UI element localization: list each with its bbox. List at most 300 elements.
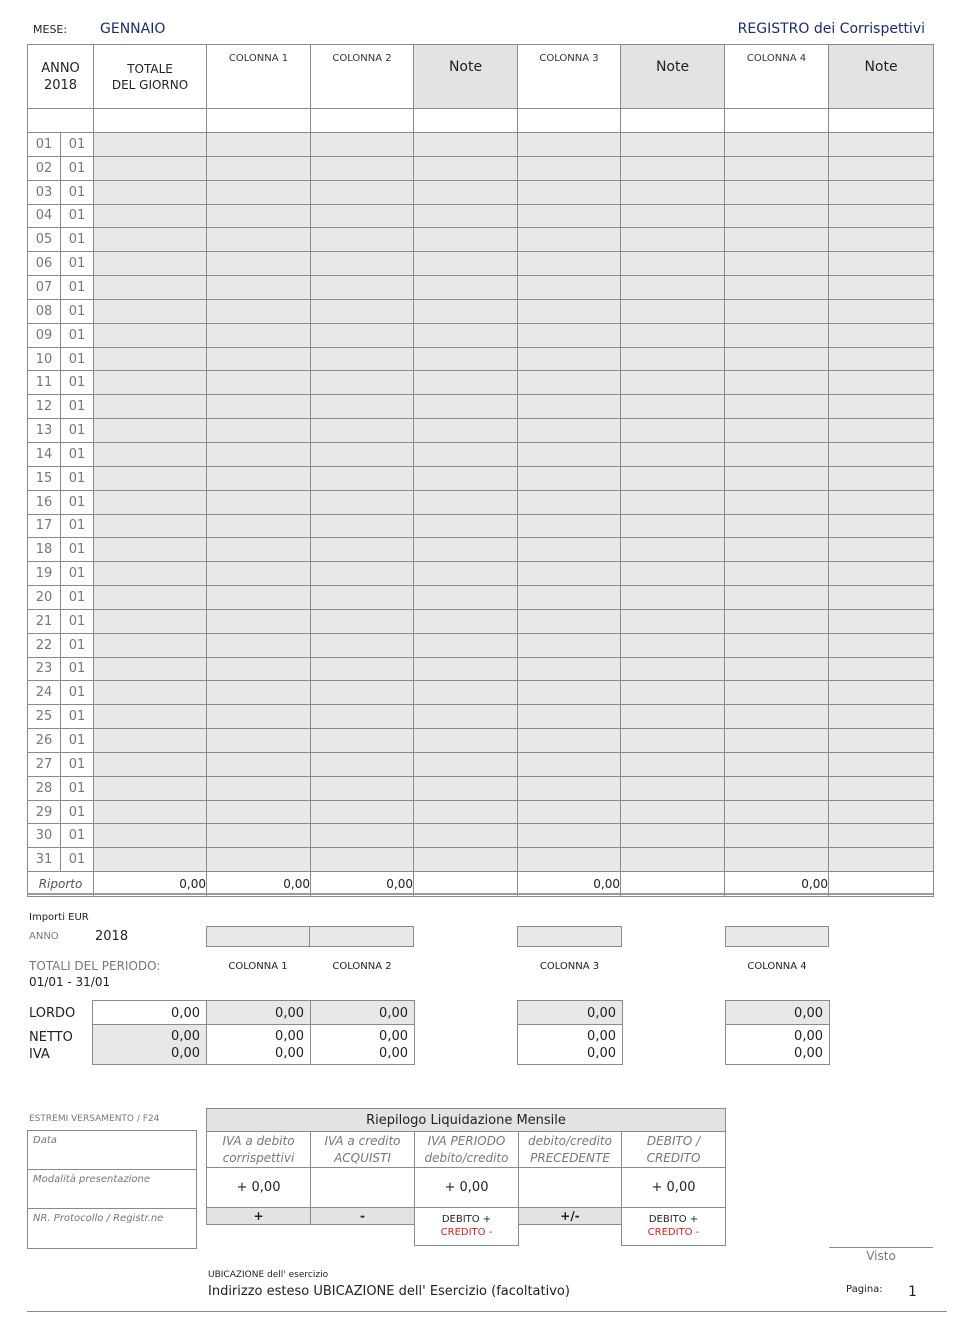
col3-cell[interactable]	[518, 824, 621, 848]
daily-total-cell[interactable]	[94, 323, 207, 347]
f24-protocollo-field[interactable]: NR. Protocollo / Registr.ne	[33, 1213, 164, 1224]
col3-cell[interactable]	[518, 442, 621, 466]
note1-cell[interactable]	[414, 133, 518, 157]
col2-cell[interactable]	[311, 681, 414, 705]
note3-cell[interactable]	[829, 586, 934, 610]
col1-cell[interactable]	[207, 442, 311, 466]
col2-cell[interactable]	[311, 299, 414, 323]
day-row	[28, 442, 934, 466]
note1-cell[interactable]	[414, 586, 518, 610]
col3-cell[interactable]	[518, 180, 621, 204]
note3-cell[interactable]	[829, 752, 934, 776]
daily-total-cell[interactable]	[94, 800, 207, 824]
note1-cell[interactable]	[414, 156, 518, 180]
col1-cell[interactable]	[207, 180, 311, 204]
col3-cell[interactable]	[518, 228, 621, 252]
note3-cell[interactable]	[829, 729, 934, 753]
note2-cell[interactable]	[621, 395, 725, 419]
col1-cell[interactable]	[207, 848, 311, 872]
summary-h2b: ACQUISTI	[334, 1150, 391, 1165]
col1-cell[interactable]	[207, 419, 311, 443]
col4-cell[interactable]	[725, 133, 829, 157]
note3-cell[interactable]	[829, 442, 934, 466]
note2-cell[interactable]	[621, 323, 725, 347]
summary-h2	[311, 1132, 415, 1168]
col4-cell[interactable]	[725, 156, 829, 180]
note2-cell[interactable]	[621, 514, 725, 538]
daily-total-cell[interactable]	[94, 299, 207, 323]
f24-label: ESTREMI VERSAMENTO / F24	[29, 1114, 160, 1124]
period-range: 01/01 - 31/01	[29, 975, 111, 989]
col1-cell[interactable]	[207, 299, 311, 323]
col3-cell[interactable]	[518, 800, 621, 824]
note2-cell[interactable]	[621, 419, 725, 443]
col1-cell[interactable]	[207, 490, 311, 514]
col3-cell[interactable]	[518, 848, 621, 872]
col3-cell[interactable]	[518, 681, 621, 705]
note2-cell[interactable]	[621, 848, 725, 872]
daily-total-cell[interactable]	[94, 633, 207, 657]
f24-data-field[interactable]: Data	[28, 1131, 196, 1170]
col4-cell[interactable]	[725, 204, 829, 228]
note2-cell[interactable]	[621, 228, 725, 252]
note3-cell[interactable]	[829, 514, 934, 538]
summary-plusminus-sign: +/-	[519, 1208, 622, 1225]
col1-cell[interactable]	[207, 705, 311, 729]
col2-cell[interactable]	[311, 323, 414, 347]
note1-cell[interactable]	[414, 657, 518, 681]
col1-cell[interactable]	[207, 323, 311, 347]
month-number: 01	[61, 323, 94, 347]
col2-cell[interactable]	[311, 347, 414, 371]
note3-cell[interactable]	[829, 180, 934, 204]
note1-cell[interactable]	[414, 323, 518, 347]
col3-cell[interactable]	[518, 371, 621, 395]
col1-cell[interactable]	[207, 681, 311, 705]
daily-total-cell[interactable]	[94, 729, 207, 753]
note1-cell[interactable]	[414, 514, 518, 538]
note3-cell[interactable]	[829, 538, 934, 562]
col2-cell[interactable]	[311, 442, 414, 466]
daily-total-cell[interactable]	[94, 514, 207, 538]
col1-cell[interactable]	[207, 466, 311, 490]
col2-cell[interactable]	[311, 729, 414, 753]
col1-cell[interactable]	[207, 609, 311, 633]
note3-cell[interactable]	[829, 466, 934, 490]
note3-cell[interactable]	[829, 156, 934, 180]
col3-cell[interactable]	[518, 347, 621, 371]
day-number: 28	[28, 776, 61, 800]
note2-cell[interactable]	[621, 752, 725, 776]
note2-cell[interactable]	[621, 347, 725, 371]
day-number: 13	[28, 419, 61, 443]
note3-cell[interactable]	[829, 657, 934, 681]
col3-cell[interactable]	[518, 133, 621, 157]
col2-cell[interactable]	[311, 133, 414, 157]
col4-cell[interactable]	[725, 752, 829, 776]
lordo-values	[92, 1000, 415, 1026]
col4-cell[interactable]	[725, 657, 829, 681]
daily-total-cell[interactable]	[94, 848, 207, 872]
col4-cell[interactable]	[725, 276, 829, 300]
daily-total-cell[interactable]	[94, 442, 207, 466]
summary-iva-debito-value: + 0,00	[207, 1168, 311, 1208]
spacer-cell	[621, 109, 725, 133]
daily-total-cell[interactable]	[94, 562, 207, 586]
month-number: 01	[61, 299, 94, 323]
col4-cell[interactable]	[725, 681, 829, 705]
col1-cell[interactable]	[207, 133, 311, 157]
note1-cell[interactable]	[414, 729, 518, 753]
note2-cell[interactable]	[621, 657, 725, 681]
col4-cell[interactable]	[725, 180, 829, 204]
col2-cell[interactable]	[311, 466, 414, 490]
summary-title: Riepilogo Liquidazione Mensile	[207, 1109, 726, 1132]
note1-cell[interactable]	[414, 371, 518, 395]
col4-cell[interactable]	[725, 466, 829, 490]
note1-cell[interactable]	[414, 419, 518, 443]
col2-cell[interactable]	[311, 776, 414, 800]
note3-cell[interactable]	[829, 824, 934, 848]
note1-cell[interactable]	[414, 562, 518, 586]
col2-cell[interactable]	[311, 371, 414, 395]
note2-cell[interactable]	[621, 276, 725, 300]
col1-cell[interactable]	[207, 156, 311, 180]
daily-total-cell[interactable]	[94, 538, 207, 562]
col1-cell[interactable]	[207, 824, 311, 848]
summary-h4a: debito/credito	[528, 1133, 612, 1148]
note1-cell[interactable]	[414, 204, 518, 228]
note3-cell[interactable]	[829, 133, 934, 157]
riporto-col4: 0,00	[725, 872, 829, 897]
note3-cell[interactable]	[829, 252, 934, 276]
col1-cell[interactable]	[207, 371, 311, 395]
daily-total-cell[interactable]	[94, 228, 207, 252]
note1-cell[interactable]	[414, 347, 518, 371]
col3-cell[interactable]	[518, 633, 621, 657]
netto-iva-col4-cell	[726, 1025, 830, 1065]
daily-total-cell[interactable]	[94, 180, 207, 204]
col4-cell[interactable]	[725, 848, 829, 872]
note3-cell[interactable]	[829, 276, 934, 300]
col1-cell[interactable]	[207, 776, 311, 800]
note3-cell[interactable]	[829, 228, 934, 252]
day-number: 14	[28, 442, 61, 466]
note3-cell[interactable]	[829, 633, 934, 657]
col4-cell[interactable]	[725, 419, 829, 443]
note1-cell[interactable]	[414, 705, 518, 729]
col3-cell[interactable]	[518, 609, 621, 633]
col1-cell[interactable]	[207, 586, 311, 610]
note1-cell[interactable]	[414, 752, 518, 776]
note2-cell[interactable]	[621, 466, 725, 490]
note2-cell[interactable]	[621, 633, 725, 657]
col2-cell[interactable]	[311, 538, 414, 562]
col3-cell[interactable]	[518, 705, 621, 729]
daily-total-cell[interactable]	[94, 395, 207, 419]
note1-cell[interactable]	[414, 228, 518, 252]
col3-cell[interactable]	[518, 752, 621, 776]
daily-total-cell[interactable]	[94, 586, 207, 610]
daily-total-cell[interactable]	[94, 133, 207, 157]
col3-cell[interactable]	[518, 729, 621, 753]
col1-cell[interactable]	[207, 252, 311, 276]
col4-cell[interactable]	[725, 776, 829, 800]
col2-cell[interactable]	[311, 848, 414, 872]
summary-plus-sign: +	[207, 1208, 311, 1225]
note3-cell[interactable]	[829, 562, 934, 586]
note2-cell[interactable]	[621, 299, 725, 323]
col3-cell[interactable]	[518, 204, 621, 228]
col1-cell[interactable]	[207, 228, 311, 252]
f24-box	[27, 1130, 197, 1249]
note2-cell[interactable]	[621, 538, 725, 562]
daily-total-cell[interactable]	[94, 371, 207, 395]
col3-cell[interactable]	[518, 776, 621, 800]
col3-cell[interactable]	[518, 538, 621, 562]
note1-cell[interactable]	[414, 776, 518, 800]
daily-total-cell[interactable]	[94, 466, 207, 490]
note2-cell[interactable]	[621, 800, 725, 824]
col4-cell[interactable]	[725, 299, 829, 323]
col1-cell[interactable]	[207, 395, 311, 419]
col2-cell[interactable]	[311, 228, 414, 252]
note1-cell[interactable]	[414, 490, 518, 514]
credito-minus-label: CREDITO -	[647, 1227, 700, 1238]
note1-cell[interactable]	[414, 824, 518, 848]
col3-cell[interactable]	[518, 586, 621, 610]
col4-cell[interactable]	[725, 442, 829, 466]
col1-cell[interactable]	[207, 204, 311, 228]
note3-cell[interactable]	[829, 204, 934, 228]
day-row	[28, 729, 934, 753]
table-header-row	[28, 45, 934, 109]
col4-cell[interactable]	[725, 490, 829, 514]
col4-cell[interactable]	[725, 705, 829, 729]
note2-cell[interactable]	[621, 729, 725, 753]
note2-cell[interactable]	[621, 252, 725, 276]
note1-cell[interactable]	[414, 609, 518, 633]
note2-cell[interactable]	[621, 824, 725, 848]
note2-cell[interactable]	[621, 586, 725, 610]
note1-cell[interactable]	[414, 466, 518, 490]
column-4-header: COLONNA 4	[725, 45, 829, 109]
col2-cell[interactable]	[311, 824, 414, 848]
daily-total-cell[interactable]	[94, 156, 207, 180]
month-number: 01	[61, 609, 94, 633]
col3-cell[interactable]	[518, 490, 621, 514]
note2-cell[interactable]	[621, 204, 725, 228]
col4-cell[interactable]	[725, 371, 829, 395]
col4-cell[interactable]	[725, 228, 829, 252]
lordo-col1: 0,00	[207, 1001, 311, 1026]
note3-cell[interactable]	[829, 705, 934, 729]
col3-cell[interactable]	[518, 252, 621, 276]
note2-cell[interactable]	[621, 133, 725, 157]
note3-cell[interactable]	[829, 609, 934, 633]
note3-cell[interactable]	[829, 395, 934, 419]
note2-cell[interactable]	[621, 562, 725, 586]
summary-h2a: IVA a credito	[324, 1133, 401, 1148]
page-bottom-rule	[27, 1311, 947, 1312]
col1-cell[interactable]	[207, 538, 311, 562]
year-box-col2	[309, 926, 414, 947]
col1-cell[interactable]	[207, 562, 311, 586]
col2-cell[interactable]	[311, 419, 414, 443]
col3-cell[interactable]	[518, 299, 621, 323]
col2-cell[interactable]	[311, 514, 414, 538]
col1-cell[interactable]	[207, 276, 311, 300]
page-label: Pagina:	[846, 1284, 883, 1295]
daily-total-cell[interactable]	[94, 657, 207, 681]
daily-total-cell[interactable]	[94, 252, 207, 276]
year-value: 2018	[43, 77, 78, 93]
col2-cell[interactable]	[311, 609, 414, 633]
col1-cell[interactable]	[207, 347, 311, 371]
col3-cell[interactable]	[518, 514, 621, 538]
col3-cell[interactable]	[518, 657, 621, 681]
col3-cell[interactable]	[518, 276, 621, 300]
note3-cell[interactable]	[829, 848, 934, 872]
col2-cell[interactable]	[311, 276, 414, 300]
note3-cell[interactable]	[829, 776, 934, 800]
col4-cell[interactable]	[725, 824, 829, 848]
f24-modalita-field[interactable]: Modalità presentazione	[28, 1170, 196, 1209]
lordo-col4: 0,00	[726, 1001, 830, 1026]
summary-h3	[415, 1132, 519, 1168]
spacer-cell	[207, 109, 311, 133]
col2-cell[interactable]	[311, 752, 414, 776]
col4-cell[interactable]	[725, 729, 829, 753]
col2-cell[interactable]	[311, 633, 414, 657]
col3-cell[interactable]	[518, 419, 621, 443]
note2-cell[interactable]	[621, 490, 725, 514]
daily-total-cell[interactable]	[94, 347, 207, 371]
spacer-cell	[311, 109, 414, 133]
col4-cell[interactable]	[725, 538, 829, 562]
col2-cell[interactable]	[311, 204, 414, 228]
col3-cell[interactable]	[518, 323, 621, 347]
col4-cell[interactable]	[725, 633, 829, 657]
note2-cell[interactable]	[621, 609, 725, 633]
col3-cell[interactable]	[518, 466, 621, 490]
daily-total-cell[interactable]	[94, 752, 207, 776]
note1-cell[interactable]	[414, 848, 518, 872]
col3-cell[interactable]	[518, 156, 621, 180]
iva-col2: 0,00	[379, 1045, 408, 1061]
col1-cell[interactable]	[207, 657, 311, 681]
daily-total-cell[interactable]	[94, 681, 207, 705]
col2-cell[interactable]	[311, 252, 414, 276]
col1-cell[interactable]	[207, 800, 311, 824]
note1-cell[interactable]	[414, 276, 518, 300]
note1-cell[interactable]	[414, 538, 518, 562]
note2-cell[interactable]	[621, 681, 725, 705]
note2-cell[interactable]	[621, 442, 725, 466]
col4-cell[interactable]	[725, 562, 829, 586]
summary-debito-credito-legend-1	[415, 1208, 519, 1246]
note1-cell[interactable]	[414, 442, 518, 466]
col4-cell[interactable]	[725, 323, 829, 347]
note-header-1: Note	[414, 45, 518, 109]
daily-total-cell[interactable]	[94, 419, 207, 443]
day-number: 27	[28, 752, 61, 776]
col3-cell[interactable]	[518, 395, 621, 419]
col2-cell[interactable]	[311, 156, 414, 180]
col2-cell[interactable]	[311, 395, 414, 419]
note1-cell[interactable]	[414, 395, 518, 419]
note3-cell[interactable]	[829, 419, 934, 443]
day-number: 08	[28, 299, 61, 323]
col4-cell[interactable]	[725, 395, 829, 419]
col2-cell[interactable]	[311, 562, 414, 586]
riporto-col2: 0,00	[311, 872, 414, 897]
note3-cell[interactable]	[829, 323, 934, 347]
note3-cell[interactable]	[829, 681, 934, 705]
note2-cell[interactable]	[621, 776, 725, 800]
note2-cell[interactable]	[621, 371, 725, 395]
col1-cell[interactable]	[207, 752, 311, 776]
note1-cell[interactable]	[414, 252, 518, 276]
lordo-values-col4	[725, 1000, 830, 1026]
month-label: MESE:	[33, 23, 68, 36]
col4-cell[interactable]	[725, 800, 829, 824]
note2-cell[interactable]	[621, 180, 725, 204]
col1-cell[interactable]	[207, 729, 311, 753]
col2-cell[interactable]	[311, 705, 414, 729]
note2-cell[interactable]	[621, 705, 725, 729]
month-number: 01	[61, 466, 94, 490]
col2-cell[interactable]	[311, 800, 414, 824]
note3-cell[interactable]	[829, 347, 934, 371]
note1-cell[interactable]	[414, 800, 518, 824]
daily-total-cell[interactable]	[94, 824, 207, 848]
month-number: 01	[61, 252, 94, 276]
note3-cell[interactable]	[829, 299, 934, 323]
note2-cell[interactable]	[621, 156, 725, 180]
col4-cell[interactable]	[725, 252, 829, 276]
blank-cell	[207, 1225, 311, 1246]
daily-total-cell[interactable]	[94, 609, 207, 633]
netto-iva-values	[92, 1024, 415, 1065]
col2-cell[interactable]	[311, 657, 414, 681]
note1-cell[interactable]	[414, 681, 518, 705]
col2-cell[interactable]	[311, 490, 414, 514]
daily-total-cell[interactable]	[94, 776, 207, 800]
iva-col3: 0,00	[587, 1045, 616, 1061]
daily-total-cell[interactable]	[94, 705, 207, 729]
col3-cell[interactable]	[518, 562, 621, 586]
col4-cell[interactable]	[725, 586, 829, 610]
col4-cell[interactable]	[725, 609, 829, 633]
daily-total-cell[interactable]	[94, 490, 207, 514]
col4-cell[interactable]	[725, 347, 829, 371]
col1-cell[interactable]	[207, 633, 311, 657]
note1-cell[interactable]	[414, 299, 518, 323]
col4-cell[interactable]	[725, 514, 829, 538]
col2-cell[interactable]	[311, 180, 414, 204]
daily-total-cell[interactable]	[94, 204, 207, 228]
daily-total-header	[94, 45, 207, 109]
daily-total-cell[interactable]	[94, 276, 207, 300]
note3-cell[interactable]	[829, 800, 934, 824]
col1-cell[interactable]	[207, 514, 311, 538]
note1-cell[interactable]	[414, 633, 518, 657]
note3-cell[interactable]	[829, 371, 934, 395]
note3-cell[interactable]	[829, 490, 934, 514]
col2-cell[interactable]	[311, 586, 414, 610]
note1-cell[interactable]	[414, 180, 518, 204]
